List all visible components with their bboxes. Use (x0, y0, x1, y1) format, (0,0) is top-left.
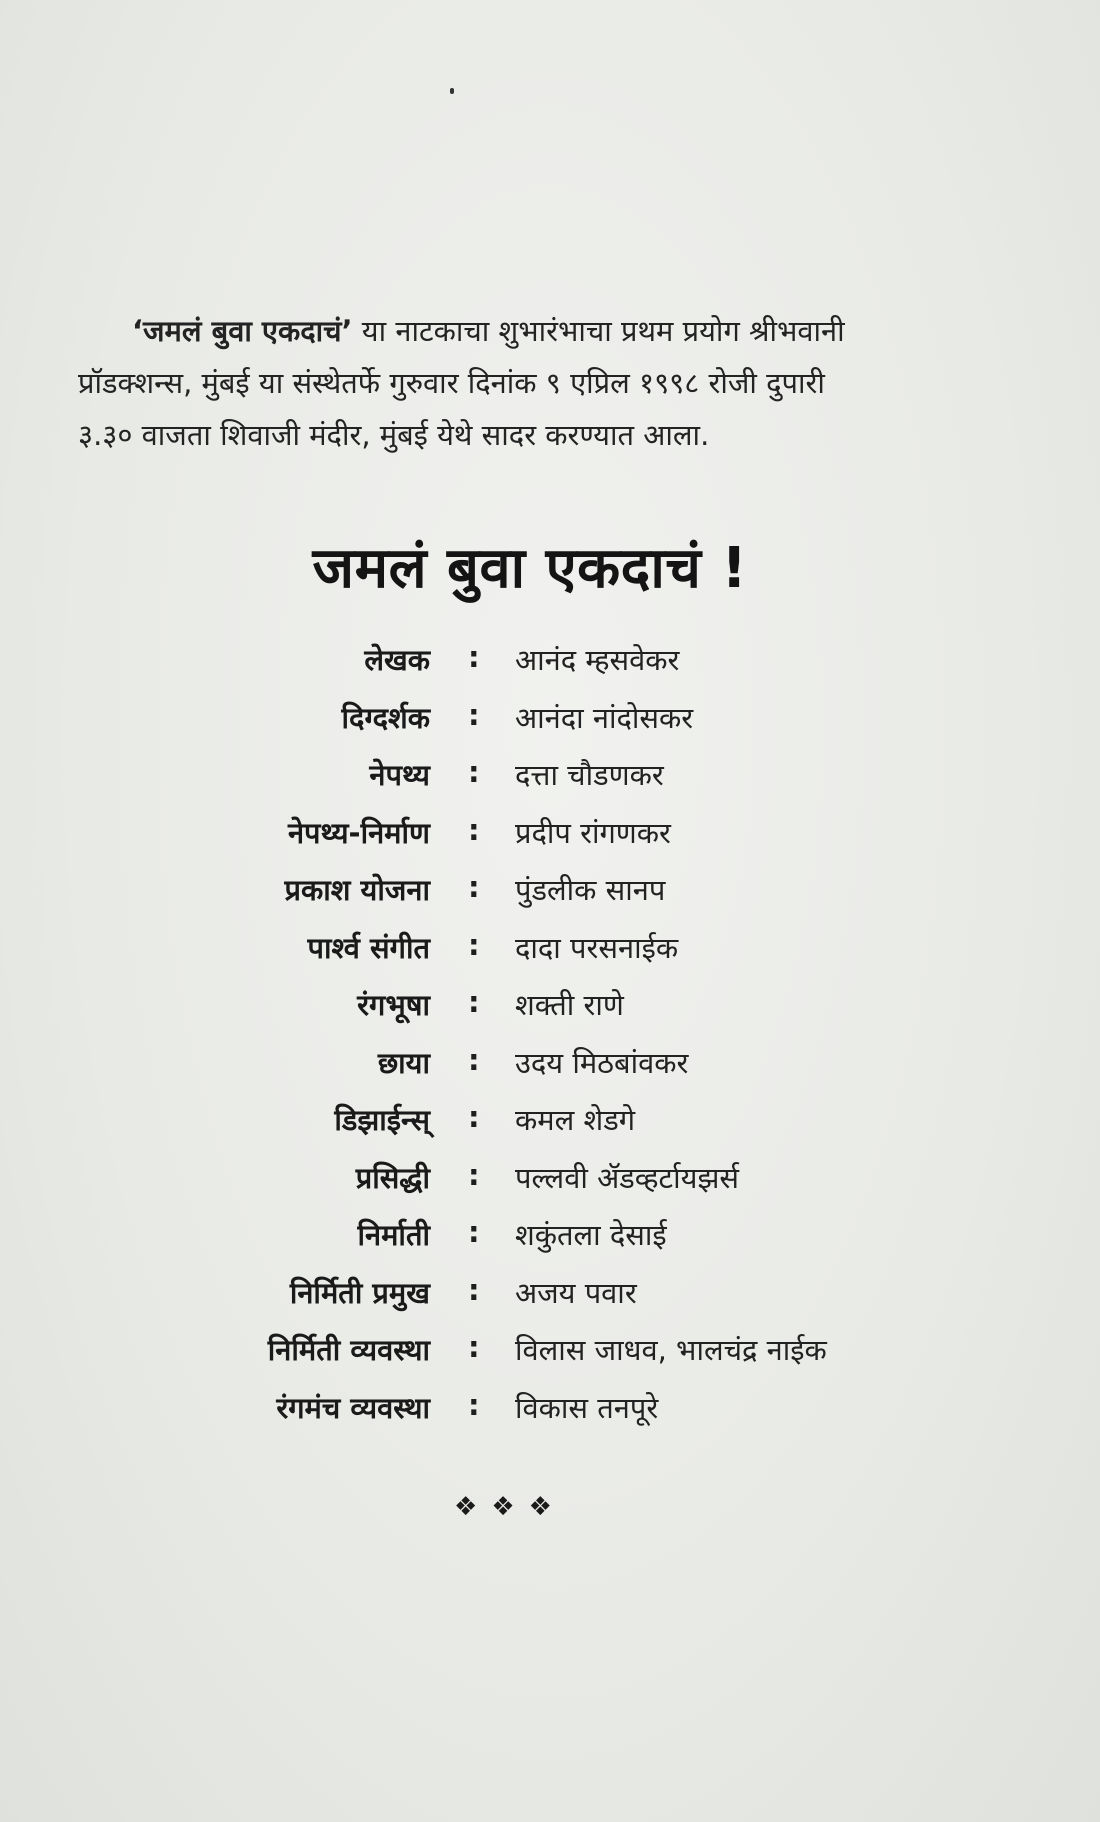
credit-row (0, 1215, 1100, 1273)
credit-person: विकास तनपूरे (515, 1390, 659, 1425)
credit-separator: : (468, 985, 480, 1019)
credit-row (0, 1043, 1100, 1101)
credit-role: नेपथ्य-निर्माण (287, 815, 430, 850)
credit-role: प्रसिद्धी (355, 1160, 430, 1195)
credit-row (0, 1100, 1100, 1158)
credit-separator: : (468, 755, 480, 789)
credit-separator: : (468, 927, 480, 962)
ornament-diamonds: ❖❖❖ (454, 1492, 566, 1522)
credits-list (0, 640, 1100, 1445)
credit-role: लेखक (364, 643, 430, 677)
credit-person: पल्लवी ॲडव्हर्टायझर्स (515, 1160, 739, 1195)
credit-separator: : (468, 812, 480, 847)
credit-separator: : (468, 1272, 480, 1307)
credit-role: रंगभूषा (357, 988, 430, 1022)
credit-role: डिझाईन्स् (334, 1103, 430, 1137)
credit-person: उदय मिठबांवकर (515, 1045, 689, 1080)
credit-person: शक्ती राणे (515, 988, 624, 1022)
credit-person: अजय पवार (515, 1275, 637, 1310)
performance-note (78, 305, 978, 461)
credit-role: निर्मिती प्रमुख (289, 1275, 430, 1310)
play-title: जमलं बुवा एकदाचं ! (312, 536, 748, 601)
performance-note-line-1 (78, 305, 978, 357)
credit-role: रंगमंच व्यवस्था (276, 1390, 430, 1425)
credit-person: दत्ता चौडणकर (515, 758, 664, 792)
credit-row (0, 813, 1100, 871)
credit-role: निर्मिती व्यवस्था (267, 1333, 430, 1367)
credit-separator: : (468, 1330, 480, 1364)
credit-person: आनंद म्हसवेकर (515, 643, 680, 677)
credit-person: आनंदा नांदोसकर (515, 700, 694, 735)
credit-person: कमल शेडगे (515, 1103, 636, 1137)
performance-note-line-1-text: या नाटकाचा शुभारंभाचा प्रथम प्रयोग श्रीभवानी (352, 314, 845, 348)
credit-role: नेपथ्य (369, 758, 430, 792)
credit-role: पार्श्व संगीत (307, 930, 430, 965)
performance-note-line-3: ३.३० वाजता शिवाजी मंदीर, मुंबई येथे सादर करण्यात आला. (78, 418, 710, 452)
credit-row (0, 755, 1100, 813)
credit-role: निर्माती (357, 1218, 430, 1252)
credit-row (0, 1273, 1100, 1331)
credit-row (0, 1330, 1100, 1388)
credit-role: दिग्दर्शक (341, 700, 430, 735)
credit-separator: : (468, 1157, 480, 1192)
credit-person: पुंडलीक सानप (515, 873, 666, 907)
credit-separator: : (468, 1387, 480, 1422)
credit-row (0, 870, 1100, 928)
credit-row (0, 928, 1100, 986)
credit-separator: : (468, 640, 480, 674)
credit-separator: : (468, 1042, 480, 1077)
credit-person: प्रदीप रांगणकर (515, 815, 671, 850)
credit-person: शकुंतला देसाई (515, 1218, 667, 1252)
play-name-quote: ‘जमलं बुवा एकदाचं’ (132, 314, 353, 348)
credit-row (0, 640, 1100, 698)
credit-separator: : (468, 1215, 480, 1249)
performance-note-line-2: प्रॉडक्शन्स, मुंबई या संस्थेतर्फे गुरुवार दिनांक ९ एप्रिल १९९८ रोजी दुपारी (78, 366, 825, 400)
credit-separator: : (468, 697, 480, 732)
credit-role: प्रकाश योजना (284, 873, 430, 907)
credit-separator: : (468, 1100, 480, 1134)
credit-person: विलास जाधव, भालचंद्र नाईक (515, 1333, 827, 1367)
credit-separator: : (468, 870, 480, 904)
credit-row (0, 985, 1100, 1043)
credit-row (0, 1158, 1100, 1216)
credit-row (0, 698, 1100, 756)
ink-speck (450, 88, 454, 94)
credit-role: छाया (377, 1045, 430, 1080)
credit-row (0, 1388, 1100, 1446)
credit-person: दादा परसनाईक (515, 930, 679, 965)
